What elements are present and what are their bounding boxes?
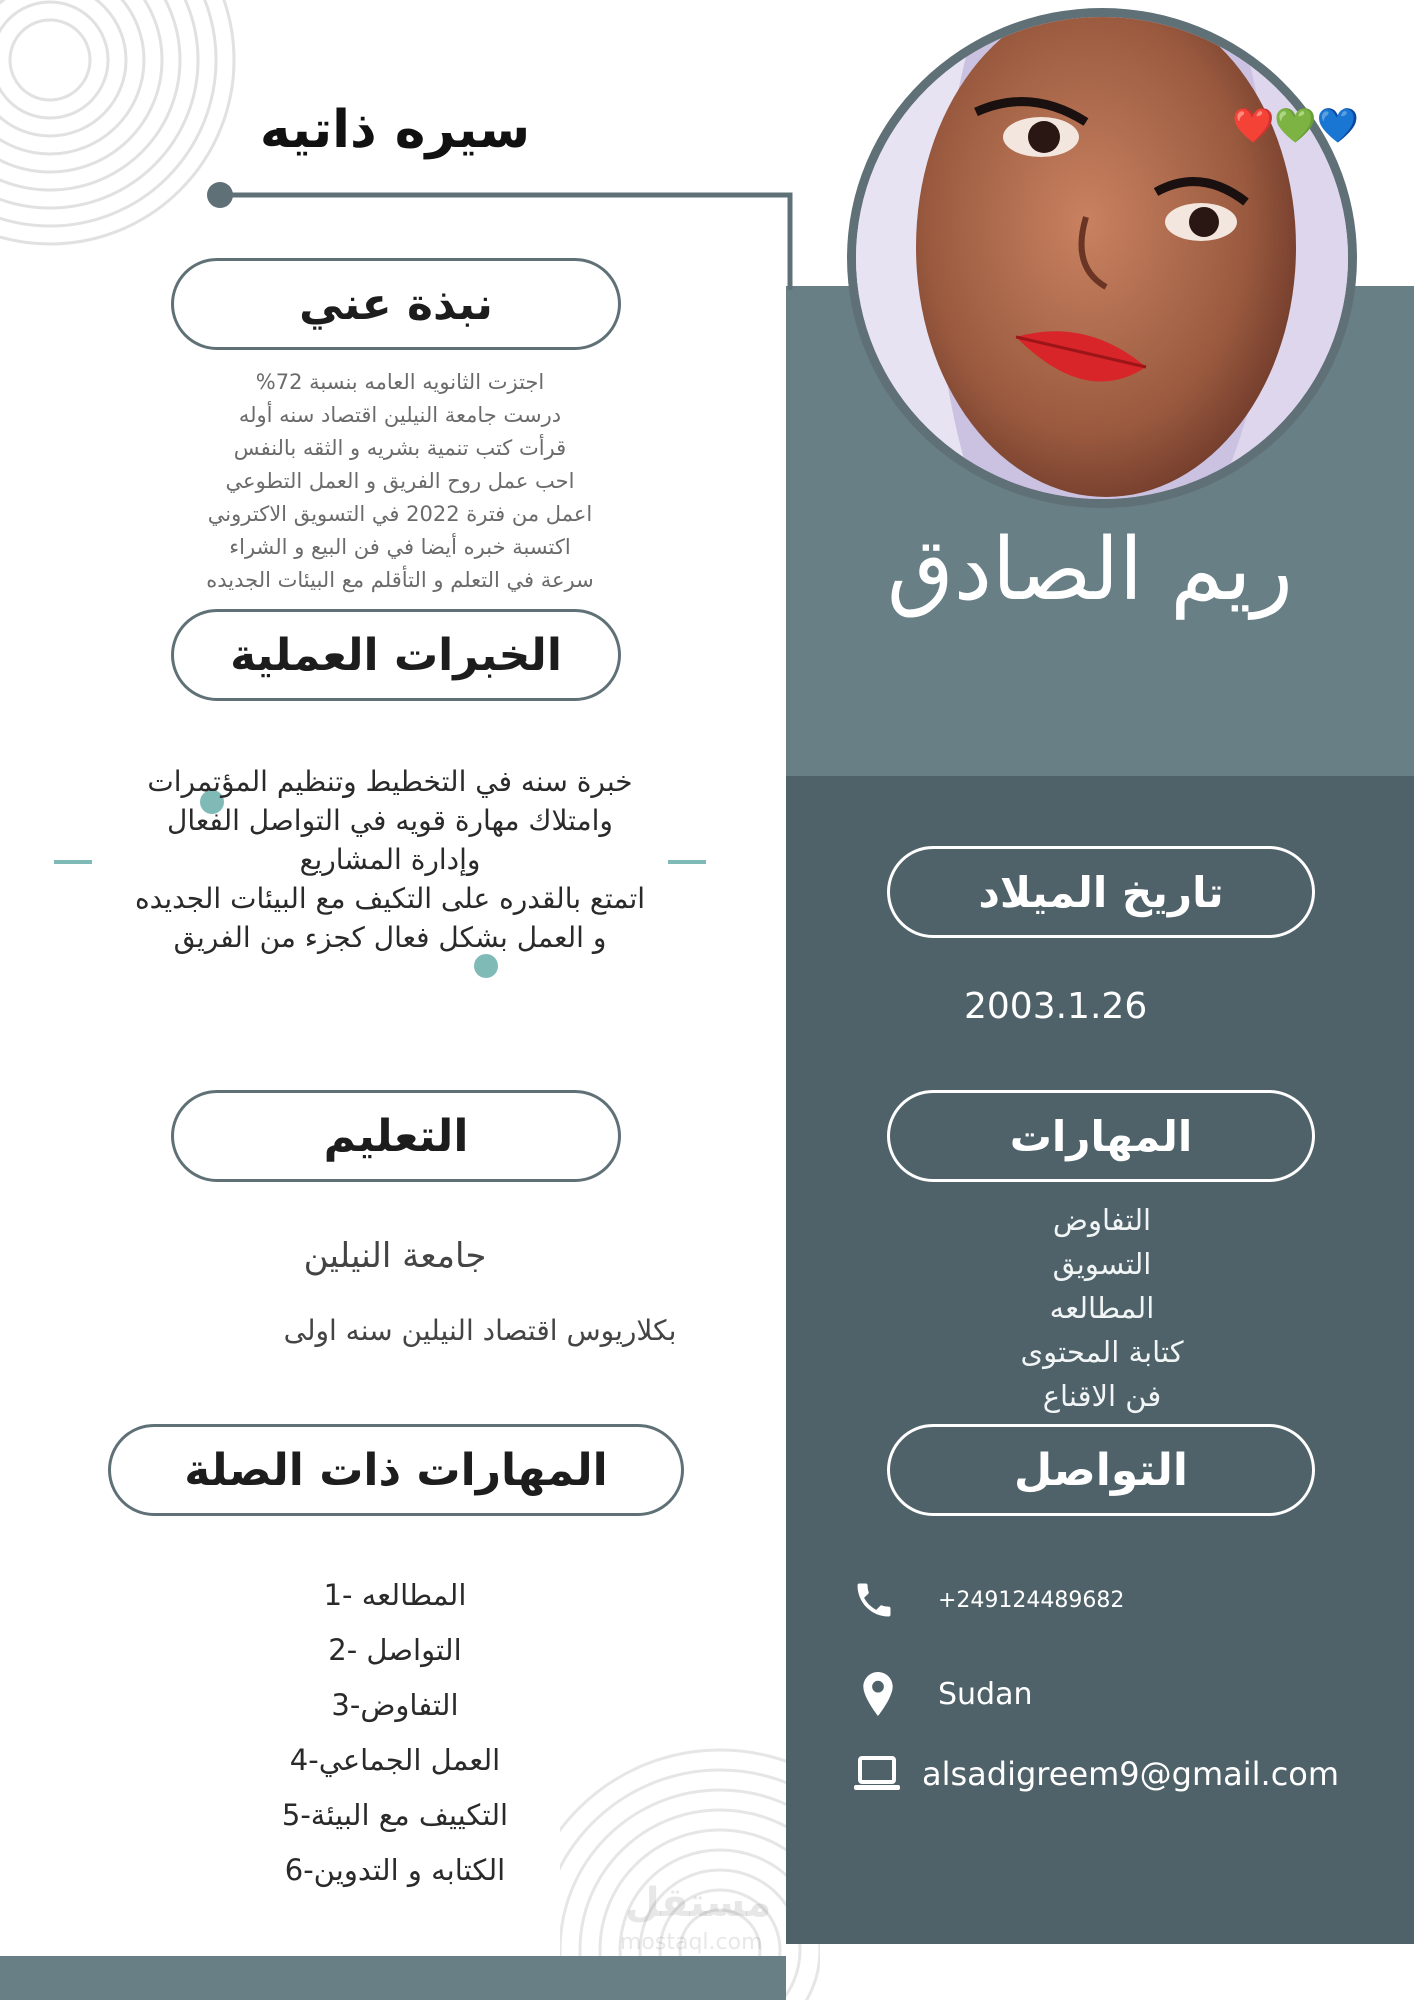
experience-section	[80, 762, 700, 957]
watermark-site: mostaql.com	[620, 1930, 763, 1955]
related-skill-item: العمل الجماعي-4	[289, 1743, 501, 1777]
contact-phone-row[interactable]	[852, 1578, 1124, 1622]
portrait-illustration	[856, 17, 1348, 499]
birth-heading: تاريخ الميلاد	[887, 846, 1315, 938]
experience-line: اتمتع بالقدره على التكيف مع البيئات الجديده	[134, 882, 646, 915]
skill-item: التفاوض	[1052, 1203, 1152, 1237]
location-pin-icon	[860, 1672, 896, 1716]
skills-heading: المهارات	[887, 1090, 1315, 1182]
skill-item: فن الاقناع	[1042, 1379, 1162, 1413]
profile-photo	[847, 8, 1360, 508]
page-title: سيره ذاتيه	[259, 100, 531, 160]
exp-dot-bottom	[474, 954, 498, 978]
about-line: احب عمل روح الفريق و العمل التطوعي	[225, 469, 575, 493]
skill-item: التسويق	[1052, 1247, 1152, 1281]
related-skill-item: التواصل -2	[328, 1633, 462, 1667]
contact-email: alsadigreem9@gmail.com	[922, 1755, 1340, 1793]
about-line: قرأت كتب تنمية بشريه و الثقه بالنفس	[233, 436, 567, 460]
contact-phone: +249124489682	[938, 1587, 1125, 1613]
contact-heading: التواصل	[887, 1424, 1315, 1516]
experience-heading: الخبرات العملية	[171, 609, 621, 701]
decor-circles-bottom	[560, 1700, 820, 2000]
about-line: سرعة في التعلم و التأقلم مع البيئات الجديده	[206, 568, 594, 592]
contact-location-row	[860, 1672, 1033, 1716]
related-skill-item: الكتابه و التدوين-6	[284, 1853, 506, 1887]
experience-line: وإدارة المشاريع	[299, 843, 481, 876]
related-skill-item: التفاوض-3	[331, 1688, 459, 1722]
contact-email-row[interactable]	[852, 1754, 1339, 1794]
footer-bar	[0, 1956, 786, 2000]
about-line: درست جامعة النيلين اقتصاد سنه أوله	[238, 403, 562, 427]
birth-date: 2003.1.26	[964, 986, 1148, 1027]
photo-emoji-hearts: ❤️💚💙	[1232, 106, 1360, 146]
skills-list	[937, 1198, 1267, 1418]
education-heading: التعليم	[171, 1090, 621, 1182]
experience-line: خبرة سنه في التخطيط وتنظيم المؤتمرات	[147, 765, 633, 798]
about-line: اكتسبة خبره أيضا في فن البيع و الشراء	[229, 535, 571, 559]
phone-icon	[852, 1578, 896, 1622]
about-section	[140, 366, 660, 597]
laptop-icon	[852, 1754, 902, 1794]
about-line: اجتزت الثانويه العامه بنسبة 72%	[255, 370, 545, 394]
related-skill-item: التكييف مع البيئة-5	[281, 1798, 509, 1832]
related-skills-heading: المهارات ذات الصلة	[108, 1424, 684, 1516]
related-skill-item: المطالعه -1	[323, 1578, 467, 1612]
watermark-logo: مستقل	[625, 1880, 772, 1926]
related-skills-list	[200, 1568, 590, 1898]
about-heading: نبذة عني	[171, 258, 621, 350]
profile-name: ريم الصادق	[887, 520, 1293, 620]
skill-item: كتابة المحتوى	[1020, 1335, 1184, 1369]
experience-line: وامتلاك مهارة قويه في التواصل الفعال	[167, 804, 613, 837]
education-degree: بكلاريوس اقتصاد النيلين سنه اولى	[283, 1314, 677, 1347]
experience-line: و العمل بشكل فعال كجزء من الفريق	[173, 921, 607, 954]
about-line: اعمل من فترة 2022 في التسويق الاكتروني	[207, 502, 593, 526]
education-institution: جامعة النيلين	[303, 1236, 487, 1276]
skill-item: المطالعه	[1049, 1291, 1155, 1325]
contact-location: Sudan	[938, 1676, 1033, 1712]
